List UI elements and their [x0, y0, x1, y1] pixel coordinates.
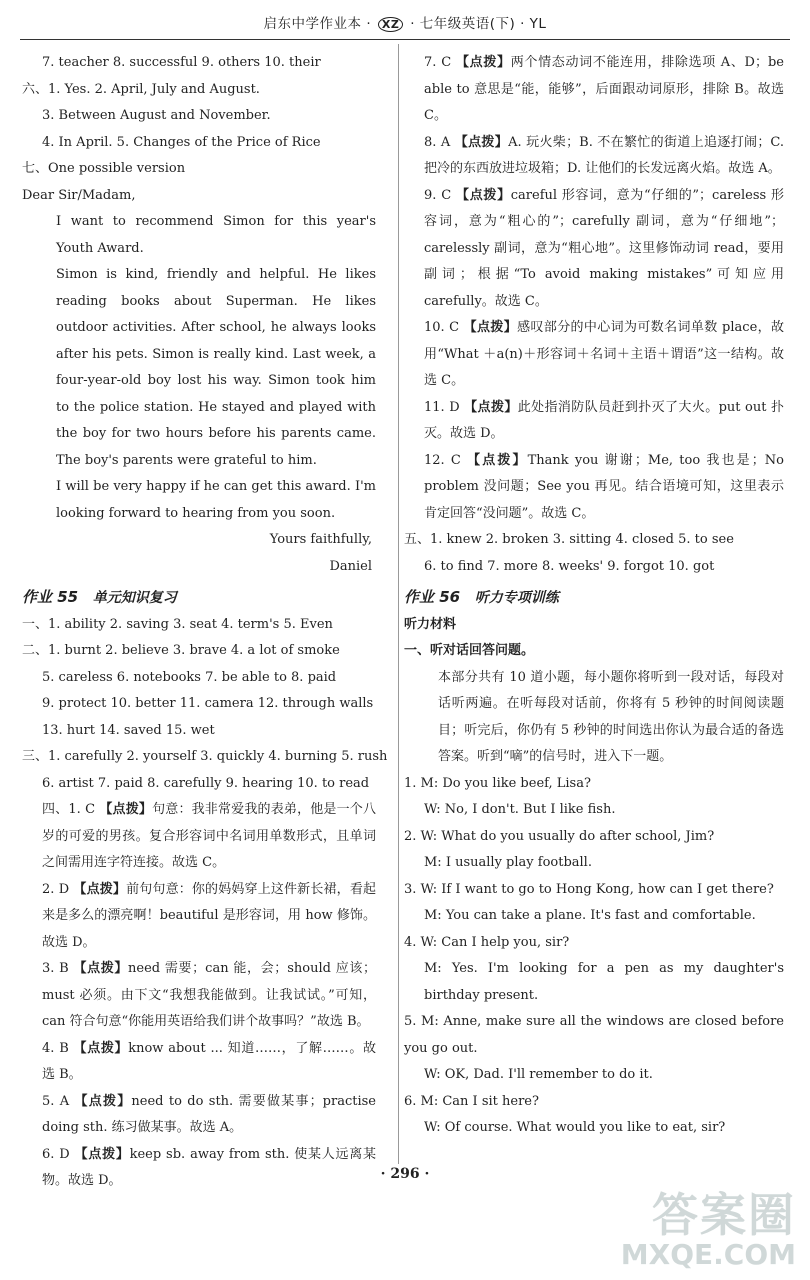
answer-item	[404, 448, 784, 528]
hint-tag: 【点拨】	[456, 187, 511, 203]
text-line: 5. careless 6. notebooks 7. be able to 8. paid	[42, 669, 337, 685]
answer-item	[22, 956, 376, 1036]
answer-key: 11. D	[424, 399, 465, 415]
left-column	[22, 50, 388, 1195]
text-line: Simon is kind, friendly and helpful. He likes reading books about Superman. He likes outdoor activities. After school, he always looks after his pets. Simon is really kind. Last week, a four-year-old boy lost his way. Simon took him to the police station. He stayed and played with the boy for two hours before his parents came. The boy's parents were grateful to him.	[56, 267, 376, 468]
listening-intro: 本部分共有 10 道小题，每小题你将听到一段对话，每段对话听两遍。在听每段对话前，你将有 5 秒钟的时间阅读题目；听完后，你仍有 5 秒钟的时间选出你认为最合适的备选答案。听到“嘀”的信号时，进入下一题。	[438, 669, 784, 764]
text-line: 6. to find 7. more 8. weeks' 9. forgot 10. got	[424, 558, 715, 574]
hint-tag: 【点拨】	[454, 134, 509, 150]
hint-tag: 【点拨】	[463, 320, 518, 335]
section-title: 听力专项训练	[474, 590, 559, 606]
header-rule	[20, 39, 790, 40]
explanation-text: A. 玩火柴；B. 不在繁忙的街道上追逐打闹；C. 把冷的东西放进垃圾箱；D. 让他们的长发远离火焰。故选 A。	[424, 134, 784, 176]
text-line: M: Yes. I'm looking for a pen as my daughter's birthday present.	[424, 961, 784, 1003]
explanation-text: need to do sth. 需要做某事；practise doing sth. 练习做某事。故选 A。	[42, 1093, 376, 1135]
answer-item	[22, 1036, 376, 1089]
answer-item	[404, 395, 784, 448]
explanation-text: 前句句意：你的妈妈穿上这件新长裙，看起来是多么的漂亮啊！beautiful 是形容词，用 how 修饰。故选 D。	[42, 881, 376, 950]
answer-item	[404, 183, 784, 316]
answers-block-2	[22, 612, 388, 798]
text-line: 2. W: What do you usually do after school, Jim?	[404, 828, 715, 844]
text-line: Yours faithfully,	[269, 532, 372, 547]
answer-key: 6. D	[42, 1146, 75, 1162]
watermark-text: 答案圈	[652, 1188, 796, 1242]
text-line: M: I usually play football.	[424, 855, 592, 870]
explanation-text: 此处指消防队员赶到扑灭了大火。put out 扑灭。故选 D。	[424, 399, 784, 441]
text-line: I will be very happy if he can get this award. I'm looking forward to hearing from you soon.	[56, 479, 376, 521]
explanation-text: careful 形容词，意为“仔细的”；careless 形容词，意为“粗心的”；carefully 副词，意为“仔细地”；carelessly 副词，意为“粗心地”。这里修饰动词 read，要用副词；根据“To avoid making mistakes”可知应用 carefully。故选 C。	[424, 187, 784, 309]
text-line: Dear Sir/Madam,	[22, 187, 136, 203]
column-divider	[398, 44, 399, 1164]
explanation-text: 句意：我非常爱我的表弟，他是一个八岁的可爱的男孩。复合形容词中名词用单数形式，且单词之间需用连字符连接。故选 C。	[42, 802, 376, 870]
text-line: 一、1. ability 2. saving 3. seat 4. term's 5. Even	[22, 616, 333, 632]
hint-tag: 【点拨】	[455, 55, 511, 70]
header-title-right: · 七年级英语(下) · YL	[410, 16, 547, 32]
text-line: 4. In April. 5. Changes of the Price of Rice	[42, 134, 321, 150]
listening-part1-title: 一、听对话回答问题。	[404, 643, 535, 658]
answer-item	[22, 1089, 376, 1142]
text-line: I want to recommend Simon for this year's Youth Award.	[56, 214, 376, 256]
answers-block-1	[22, 50, 376, 580]
answer-key: 12. C	[424, 452, 468, 468]
section-heading-55	[22, 584, 376, 612]
text-line: Daniel	[329, 558, 372, 574]
answer-item	[404, 50, 784, 130]
answer-item	[22, 877, 376, 957]
answer-key: 4. B	[42, 1040, 74, 1056]
answer-key: 5. A	[42, 1093, 75, 1109]
hint-tag: 【点拨】	[74, 1093, 132, 1109]
page-header	[0, 0, 810, 40]
answer-key: 9. C	[424, 187, 456, 203]
watermark-url: MXQE.COM	[620, 1238, 796, 1271]
answers-block-4	[404, 50, 784, 527]
explanation-text: Thank you 谢谢；Me, too 我也是；No problem 没问题；See you 再见。结合语境可知，这里表示肯定回答“没问题”。故选 C。	[424, 452, 784, 521]
text-line: W: No, I don't. But I like fish.	[424, 802, 616, 817]
answer-key: 7. C	[424, 55, 456, 70]
watermark-logo	[616, 1190, 796, 1276]
hint-tag: 【点拨】	[99, 802, 153, 817]
answer-item	[404, 130, 784, 183]
hint-tag: 【点拨】	[464, 399, 518, 415]
text-line: 9. protect 10. better 11. camera 12. through walls	[42, 696, 374, 711]
answers-block-5	[404, 527, 784, 580]
listening-heading: 听力材料	[404, 616, 457, 632]
answer-key: 2. D	[42, 881, 74, 897]
text-line: 5. M: Anne, make sure all the windows are closed before you go out.	[404, 1014, 784, 1056]
answer-key: 四、1. C	[42, 802, 100, 817]
right-column	[404, 50, 784, 1142]
answer-item	[404, 315, 784, 395]
section-number: 作业 56	[404, 588, 461, 606]
text-line: 6. M: Can I sit here?	[404, 1093, 539, 1109]
hint-tag: 【点拨】	[74, 1146, 130, 1162]
explanation-text: need 需要；can 能，会；should 应该；must 必须。由下文“我想我能做到。让我试试。”可知，can 符合句意“你能用英语给我们讲个故事吗？”故选 B。	[42, 961, 376, 1029]
hint-tag: 【点拨】	[73, 881, 127, 897]
explanation-text: 感叹部分的中心词为可数名词单数 place，故用“What ＋a(n)＋形容词＋名词＋主语＋谓语”这一结构。故选 C。	[424, 320, 784, 388]
text-line: 三、1. carefully 2. yourself 3. quickly 4. burning 5. rush	[22, 749, 388, 764]
text-line: 七、One possible version	[22, 161, 186, 176]
explanation-text: keep sb. away from sth. 使某人远离某物。故选 D。	[42, 1146, 376, 1188]
series-badge: XZ	[378, 17, 403, 32]
text-line: 3. Between August and November.	[42, 108, 271, 123]
hint-tag: 【点拨】	[73, 1040, 129, 1056]
text-line: 六、1. Yes. 2. April, July and August.	[22, 81, 260, 97]
text-line: 4. W: Can I help you, sir?	[404, 934, 570, 950]
text-line: W: OK, Dad. I'll remember to do it.	[424, 1067, 653, 1082]
answer-key: 10. C	[424, 320, 464, 335]
answer-key: 3. B	[42, 961, 74, 976]
text-line: 3. W: If I want to go to Hong Kong, how can I get there?	[404, 881, 774, 897]
dialog-list	[404, 771, 784, 1142]
section-title: 单元知识复习	[92, 590, 177, 606]
text-line: 6. artist 7. paid 8. carefully 9. hearing 10. to read	[42, 775, 370, 791]
answers-block-3	[22, 797, 376, 1195]
page-number: · 296 ·	[380, 1166, 430, 1182]
text-line: 1. M: Do you like beef, Lisa?	[404, 775, 591, 791]
text-line: 五、1. knew 2. broken 3. sitting 4. closed 5. to see	[404, 532, 734, 547]
text-line: 13. hurt 14. saved 15. wet	[42, 722, 215, 738]
header-title-left: 启东中学作业本 ·	[263, 16, 372, 32]
hint-tag: 【点拨】	[73, 961, 129, 976]
hint-tag: 【点拨】	[467, 452, 528, 468]
explanation-text: 两个情态动词不能连用，排除选项 A、D；be able to 意思是“能，能够”，后面跟动词原形，排除 B。故选 C。	[424, 55, 784, 123]
section-number: 作业 55	[22, 588, 79, 606]
text-line: 7. teacher 8. successful 9. others 10. their	[42, 55, 321, 70]
text-line: M: You can take a plane. It's fast and comfortable.	[424, 908, 756, 923]
header-title	[0, 12, 810, 32]
answer-key: 8. A	[424, 134, 455, 150]
answer-item	[22, 797, 376, 877]
section-heading-56	[404, 584, 784, 612]
text-line: W: Of course. What would you like to eat, sir?	[424, 1120, 726, 1135]
explanation-text: know about ... 知道……，了解……。故选 B。	[42, 1040, 376, 1082]
text-line: 二、1. burnt 2. believe 3. brave 4. a lot of smoke	[22, 643, 340, 658]
